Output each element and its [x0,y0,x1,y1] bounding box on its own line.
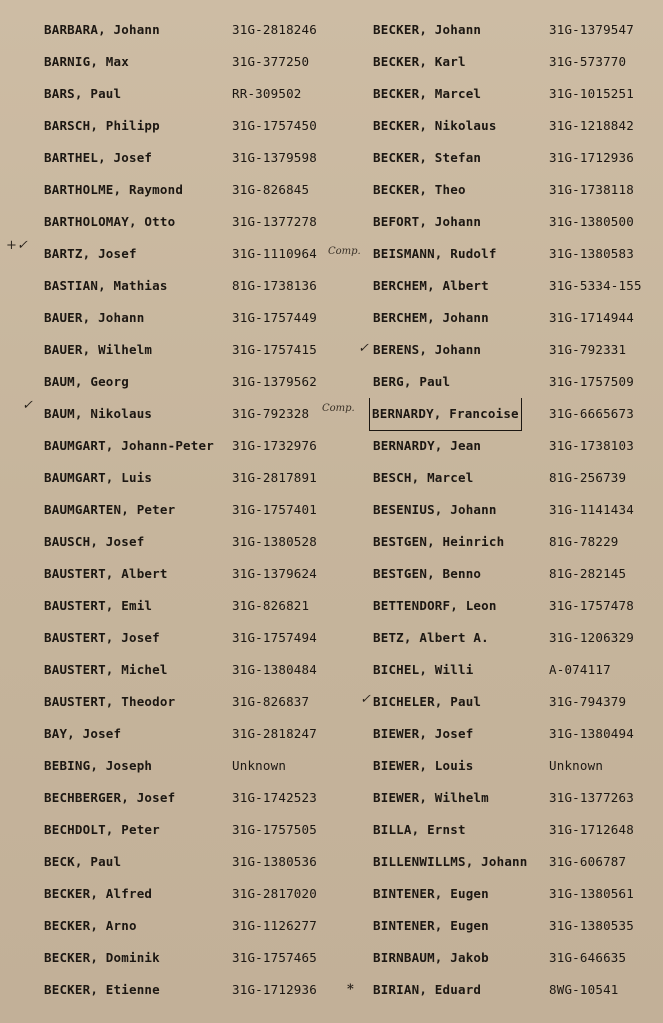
serial-number: 31G-792331 [549,342,627,357]
person-name: BESTGEN, Heinrich [373,534,505,549]
serial-number: 31G-1714944 [549,310,634,325]
serial-number: 81G-256739 [549,470,627,485]
serial-number: Unknown [232,758,287,773]
person-name: BAUM, Nikolaus [44,406,153,421]
person-name: BECKER, Johann [373,22,482,37]
serial-number: 31G-5334-155 [549,278,642,293]
serial-number: 31G-1757415 [232,342,317,357]
serial-number: RR-309502 [232,86,302,101]
serial-number: 31G-1377263 [549,790,634,805]
serial-number: 31G-1380535 [549,918,634,933]
person-name: BAUSTERT, Emil [44,598,153,613]
serial-number: 31G-1380484 [232,662,317,677]
serial-number: 31G-1757509 [549,374,634,389]
serial-number: 31G-1380583 [549,246,634,261]
serial-number: 31G-1738118 [549,182,634,197]
person-name: BARTHEL, Josef [44,150,153,165]
person-name: BASTIAN, Mathias [44,278,168,293]
serial-number: 31G-1380536 [232,854,317,869]
person-name: BERCHEM, Johann [373,310,489,325]
serial-number: 31G-377250 [232,54,310,69]
serial-number: 31G-1712936 [232,982,317,997]
serial-number: 31G-1206329 [549,630,634,645]
check-mark: ✓ [360,692,371,707]
person-name: BAUSTERT, Albert [44,566,168,581]
person-name: BERG, Paul [373,374,451,389]
serial-number: 31G-1757465 [232,950,317,965]
person-name: BESTGEN, Benno [373,566,482,581]
serial-number: 31G-1141434 [549,502,634,517]
serial-number: 31G-826837 [232,694,310,709]
person-name: BAUSTERT, Theodor [44,694,176,709]
person-name: BAUSTERT, Michel [44,662,168,677]
person-name: BIEWER, Louis [373,758,474,773]
comp-annotation: Comp. [322,403,355,414]
person-name: BARS, Paul [44,86,122,101]
serial-number: 31G-1110964 [232,246,317,261]
comp-annotation: Comp. [328,246,361,257]
person-name: BEISMANN, Rudolf [373,246,497,261]
person-name: BINTENER, Eugen [373,886,489,901]
person-name: BECKER, Alfred [44,886,153,901]
person-name: BECKER, Nikolaus [373,118,497,133]
serial-number: 31G-1738103 [549,438,634,453]
person-name: BAUMGARTEN, Peter [44,502,176,517]
serial-number: 31G-1379562 [232,374,317,389]
serial-number: 31G-1742523 [232,790,317,805]
serial-number: 31G-1380561 [549,886,634,901]
person-name: BIRNBAUM, Jakob [373,950,489,965]
person-name: BAY, Josef [44,726,122,741]
serial-number: 31G-1126277 [232,918,317,933]
serial-number: 31G-1379598 [232,150,317,165]
person-name: BICHEL, Willi [373,662,474,677]
person-name: BARBARA, Johann [44,22,160,37]
serial-number: 31G-1757505 [232,822,317,837]
person-name: BECKER, Stefan [373,150,482,165]
serial-number: 31G-794379 [549,694,627,709]
serial-number: 31G-1757401 [232,502,317,517]
serial-number: 31G-1712648 [549,822,634,837]
check-mark: ✓ [22,398,33,413]
serial-number: 31G-573770 [549,54,627,69]
plus-check-mark: +✓ [6,238,28,253]
serial-number: 31G-1712936 [549,150,634,165]
serial-number: 31G-2818246 [232,22,317,37]
person-name: BICHELER, Paul [373,694,482,709]
person-name: BERNARDY, Jean [373,438,482,453]
serial-number: 31G-1732976 [232,438,317,453]
serial-number: 31G-646635 [549,950,627,965]
serial-number: A-074117 [549,662,611,677]
person-name: BAUMGART, Johann-Peter [44,438,214,453]
person-name: BECKER, Karl [373,54,466,69]
person-name: BINTENER, Eugen [373,918,489,933]
person-name: BECHBERGER, Josef [44,790,176,805]
person-name: BILLENWILLMS, Johann [373,854,528,869]
person-name: BARTHOLOMAY, Otto [44,214,176,229]
person-name: BESENIUS, Johann [373,502,497,517]
serial-number: 31G-606787 [549,854,627,869]
serial-number: 31G-1379624 [232,566,317,581]
person-name: BAUSCH, Josef [44,534,145,549]
person-name: BAUER, Wilhelm [44,342,153,357]
serial-number: 31G-1757478 [549,598,634,613]
serial-number: 81G-1738136 [232,278,317,293]
serial-number: 31G-6665673 [549,406,634,421]
serial-number: 31G-826821 [232,598,310,613]
serial-number: 31G-1015251 [549,86,634,101]
serial-number: 31G-1377278 [232,214,317,229]
serial-number: Unknown [549,758,604,773]
person-name: BARSCH, Philipp [44,118,160,133]
person-name: BAUER, Johann [44,310,145,325]
person-name: BAUM, Georg [44,374,129,389]
serial-number: 31G-1757494 [232,630,317,645]
serial-number: 31G-2817020 [232,886,317,901]
check-mark: ✓ [358,341,369,356]
serial-number: 31G-1218842 [549,118,634,133]
serial-number: 31G-1380500 [549,214,634,229]
person-name: BERENS, Johann [373,342,482,357]
person-name: BARNIG, Max [44,54,129,69]
person-name: BECKER, Dominik [44,950,160,965]
serial-number: 31G-1380494 [549,726,634,741]
person-name: BETTENDORF, Leon [373,598,497,613]
person-name: BAUMGART, Luis [44,470,153,485]
serial-number: 31G-792328 [232,406,310,421]
person-name: BEFORT, Johann [373,214,482,229]
person-name: BECKER, Etienne [44,982,160,997]
serial-number: 31G-1379547 [549,22,634,37]
serial-number: 31G-1380528 [232,534,317,549]
serial-number: 31G-1757449 [232,310,317,325]
person-name: BERNARDY, Francoise [369,398,522,431]
serial-number: 31G-2818247 [232,726,317,741]
serial-number: 81G-78229 [549,534,619,549]
person-name: BEBING, Joseph [44,758,153,773]
person-name: BILLA, Ernst [373,822,466,837]
person-name: BECKER, Arno [44,918,137,933]
person-name: BARTZ, Josef [44,246,137,261]
serial-number: 31G-1757450 [232,118,317,133]
person-name: BIRIAN, Eduard [373,982,482,997]
person-name: BAUSTERT, Josef [44,630,160,645]
asterisk-mark: * [347,982,354,997]
serial-number: 31G-826845 [232,182,310,197]
person-name: BERCHEM, Albert [373,278,489,293]
serial-number: 31G-2817891 [232,470,317,485]
person-name: BIEWER, Josef [373,726,474,741]
serial-number: 8WG-10541 [549,982,619,997]
serial-number: 81G-282145 [549,566,627,581]
person-name: BIEWER, Wilhelm [373,790,489,805]
person-name: BARTHOLME, Raymond [44,182,184,197]
person-name: BECK, Paul [44,854,122,869]
person-name: BECKER, Marcel [373,86,482,101]
person-name: BESCH, Marcel [373,470,474,485]
person-name: BECKER, Theo [373,182,466,197]
person-name: BETZ, Albert A. [373,630,489,645]
person-name: BECHDOLT, Peter [44,822,160,837]
